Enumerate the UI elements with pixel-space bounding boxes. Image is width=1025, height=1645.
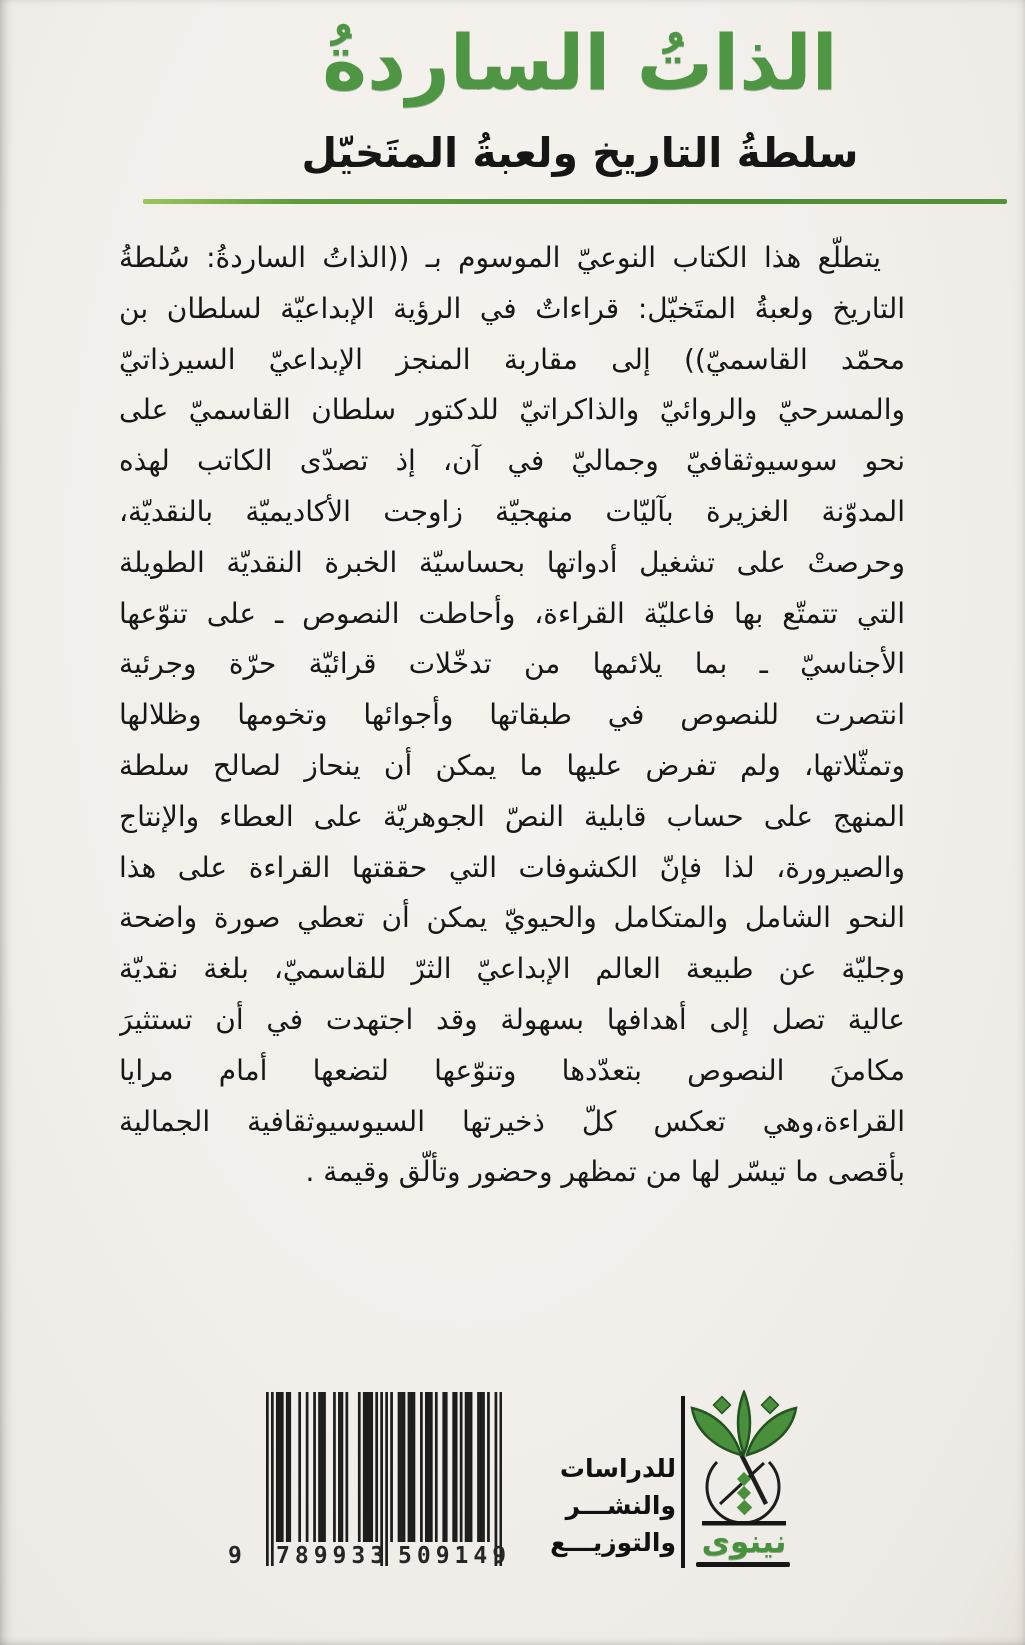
blurb-line: النحو الشامل والمتكامل والحيويّ يمكن أن تعطي صورة واضحة — [119, 901, 905, 935]
blurb-line: يتطلّع هذا الكتاب النوعيّ الموسوم بـ ((الذاتُ الساردةُ: سُلطةُ — [119, 241, 881, 274]
blurb-line: مكامنَ النصوص بتعدّدها وتنوّعها لتضعها أمام مرايا — [119, 1053, 905, 1087]
isbn-digit-group: 509149 — [398, 1543, 512, 1569]
publisher-divider-bar — [681, 1396, 685, 1568]
blurb-line: انتصرت للنصوص في طبقاتها وأجوائها وتخومها وظلالها — [119, 698, 905, 732]
blurb-line: المدوّنة الغزيرة بآليّات منهجيّة زاوجت الأكاديميّة بالنقديّة، — [119, 494, 905, 528]
blurb-line: عالية تصل إلى أهدافها بسهولة وقد اجتهدت في أن تستثيرَ — [119, 1002, 905, 1036]
isbn-digit-group: 9 — [228, 1543, 247, 1569]
publisher-tagline-line: والتوزيـــع — [550, 1528, 676, 1557]
blurb-line: التاريخ ولعبةُ المتَخيّل: قراءاتٌ في الرؤية الإبداعيّة لسلطان بن — [119, 291, 905, 325]
blurb-line: التي تتمتّع بها فاعليّة القراءة، وأحاطت النصوص ـ على تنوّعها — [119, 596, 905, 630]
book-title: الذاتُ الساردةُ — [322, 18, 838, 107]
title-divider-rule — [143, 199, 1007, 204]
blurb-line: وجليّة عن طبيعة العالم الإبداعيّ الثرّ للقاسميّ، بلغة نقديّة — [119, 952, 905, 986]
publisher-tagline-line: للدراسات — [559, 1454, 676, 1483]
plant-logo-icon — [688, 1390, 800, 1532]
blurb-line: القراءة،وهي تعكس كلّ ذخيرتها السيوسيوثقافية الجمالية — [119, 1104, 905, 1138]
blurb-line: وحرصتْ على تشغيل أدواتها بحساسيّة الخبرة النقديّة الطويلة — [119, 545, 905, 579]
blurb-line: نحو سوسيوثقافيّ وجماليّ في آن، إذ تصدّى الكاتب لهذه — [119, 444, 905, 478]
blurb-line: الأجناسيّ ـ بما يلائمها من تدخّلات قرائيّة حرّة وجرئية — [119, 647, 905, 681]
publisher-tagline-line: والنشـــر — [565, 1491, 676, 1520]
isbn-digit-group: 789933 — [276, 1543, 390, 1569]
publisher-tagline — [520, 1450, 676, 1561]
blurb-line: والمسرحيّ والروائيّ والذاكراتيّ للدكتور سلطان القاسميّ على — [119, 393, 905, 427]
publisher-name: نينوى — [701, 1524, 787, 1560]
blurb-line: بأقصى ما تيسّر لها من تمظهر وحضور وتألّق وقيمة . — [305, 1155, 905, 1189]
blurb-line: وتمثّلاتها، ولم تفرض عليها ما يمكن أن ينحاز لصالح سلطة — [119, 748, 905, 782]
publisher-name-underline — [696, 1562, 790, 1567]
barcode-bars-icon — [266, 1392, 502, 1568]
blurb-paragraph — [119, 233, 905, 1198]
book-subtitle: سلطةُ التاريخ ولعبةُ المتَخيّل — [301, 129, 859, 177]
blurb-line: المنهج على حساب قابلية النصّ الجوهريّة على العطاء والإنتاج — [119, 799, 905, 833]
blurb-line: والصيرورة، لذا فإنّ الكشوفات التي حققتها القراءة على هذا — [119, 850, 905, 884]
blurb-line: محمّد القاسميّ)) إلى مقاربة المنجز الإبداعيّ السيرذاتيّ — [119, 342, 905, 376]
publisher-logo — [688, 1390, 800, 1536]
